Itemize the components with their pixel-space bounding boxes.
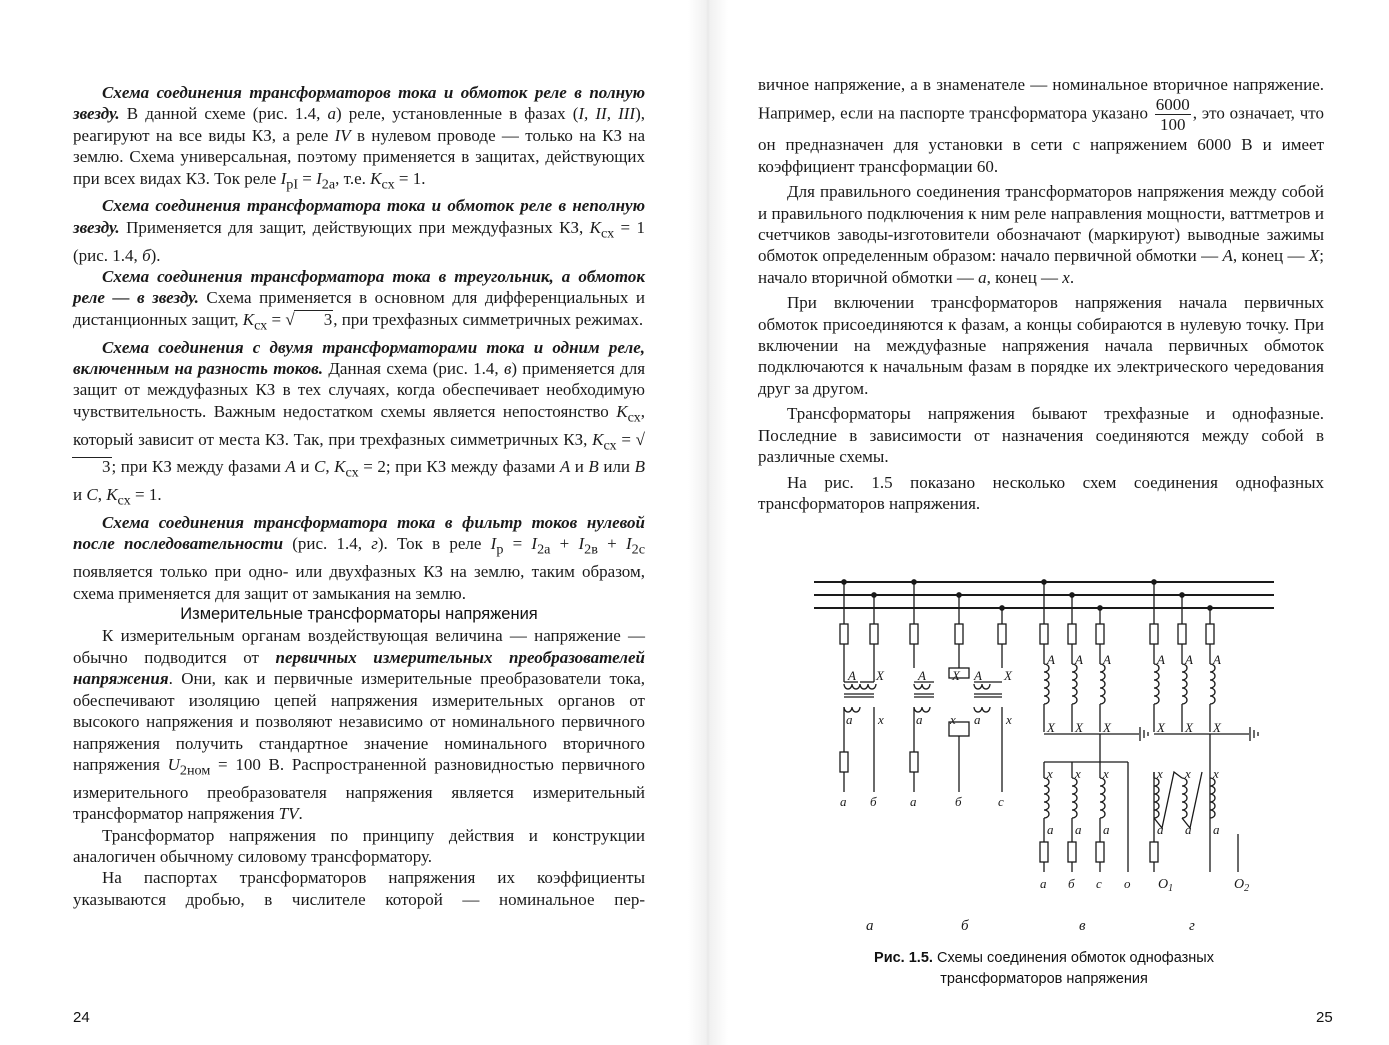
label-x: х [878,712,884,727]
output-b: б [870,794,877,809]
label-a: а [1103,822,1110,837]
panel-label-b: б [961,918,969,934]
section-heading: Измерительные трансформаторы напряжения [180,605,538,624]
primary-winding [1182,664,1187,704]
label-a: а [1213,822,1220,837]
subscript: 1 [1168,883,1174,894]
label-x: х [1103,766,1109,781]
label-x: х [1213,766,1219,781]
panel-label-a: а [866,918,874,934]
panel-label-d: г [1189,918,1195,934]
label-X: Х [952,668,960,683]
label-X: Х [1213,720,1221,735]
primary-fuse [1096,624,1104,644]
label-a: а [916,712,923,727]
primary-fuse [840,624,848,644]
output-terminal-o1: $O_1$ [1158,877,1174,894]
junction-dot [1070,593,1074,597]
paragraph-two-transformers: Схема соединения с двумя трансформаторами тока и одним реле, включенным на разность токов. Данная схема (рис. 1.4, в) применяется для защит от междуфазных КЗ в тех случаях, когда обеспечивает необходимую чувствительность. Важным недостатком схемы является непостоянство $K_{сх}$, который зависит от места КЗ. Так, при трехфазных симметричных КЗ, $K_{сх} = √3$; при КЗ между фазами А и С, $K_{сх} = 2$; при КЗ между фазами А и В или В и С, $K_{сх} = 1$. [73,337,646,509]
label-X: Х [1075,720,1083,735]
paragraph-marking: Для правильного соединения трансформаторов напряжения между собой и правильного подключения к ним реле направления мощности, ваттметров и счетчиков заводы-изготовители обозначают (маркируют) выводные зажимы обмоток определенным образом: начало первичной обмотки — А, конец — Х; начало вторичной обмотки — а, конец — х. [758,182,1324,287]
primary-winding [1100,664,1105,704]
paragraph-figure-ref: На рис. 1.5 показано несколько схем соединения однофазных трансформаторов напряжения. [758,472,1324,513]
page-number-left: 24 [73,1009,90,1026]
primary-fuse [998,624,1006,644]
output-terminal-o2: $O_2$ [1234,877,1250,894]
label-a: а [1185,822,1192,837]
label-x: х [1047,766,1053,781]
secondary-winding [1100,778,1105,818]
output-a: а [910,794,917,809]
primary-winding [1154,664,1159,704]
label-X: Х [1185,720,1193,735]
secondary-fuse [840,752,848,772]
secondary-fuse [1068,842,1076,862]
paragraph-passport: На паспортах трансформаторов напряжения их коэффициенты указываются дробью, в числителе которой — номинальное пер- [73,868,645,909]
label-a: а [1075,822,1082,837]
primary-fuse [910,624,918,644]
label-A: А [1047,652,1055,667]
primary-winding [860,684,876,689]
secondary-winding [1210,778,1215,818]
junction-dot [872,593,876,597]
junction-dot [1208,606,1212,610]
paragraph-delta: Схема соединения трансформатора тока в треугольник, а обмоток реле — в звезду. Схема применяется в основном для дифференциальных и дистанционных защит, $K_{сх}$ = √ 3, при трехфазных симметричных режимах. [73,267,646,334]
paragraph-partial-star: Схема соединения трансформатора тока и обмоток реле в неполную звезду. Применяется для защит, действующих при междуфазных КЗ, $K_{сх} = 1$ (рис. 1.4, б). [73,196,645,265]
left-page [0,0,694,1045]
secondary-fuse [1096,842,1104,862]
label-x: х [1157,766,1163,781]
primary-fuse [1150,624,1158,644]
primary-fuse [1068,624,1076,644]
output-b: б [955,794,962,809]
junction-dot [1180,593,1184,597]
secondary-winding [1072,778,1077,818]
label-a: а [1047,822,1054,837]
label-A: А [918,668,926,683]
primary-winding [974,684,990,689]
output-c: с [998,794,1004,809]
label-A: А [1075,652,1083,667]
paragraph-full-star: Схема соединения трансформаторов тока и обмоток реле в полную звезду. В данной схеме (рис. 1.4, а) реле, установленные в фазах (I, II, III), реагируют на все виды КЗ, а реле IV в нулевом проводе — только на КЗ на землю. Схема универсальная, поэтому применяется в защитах, действующих при всех видах КЗ. Ток реле $I_{рI} = I_{2а}$, т.е. $K_{сх} = 1$. [73,83,645,193]
junction-dot [957,593,961,597]
junction-dot [1098,606,1102,610]
output-terminal: а [1040,876,1047,891]
label-A: А [1213,652,1221,667]
left-text-column [73,82,645,910]
secondary-winding [1182,778,1187,818]
label-a: а [1157,822,1164,837]
paragraph-voltage-intro: К измерительным органам воздействующая величина — напряжение — обычно подводится от первичных измерительных преобразователей напряжения. Они, как и первичные измерительные преобразователи тока, обеспечивают изоляцию цепей напряжения измерительных органов от высокого напряжения и позволяют независимо от номинального первичного напряжения получить стандартное значение номинального вторичного напряжения $U_{2ном} = 100$ В. Распространенной разновидностью первичного измерительного преобразователя напряжения является измерительный трансформатор напряжения TV. [73,626,645,824]
junction-dot [912,580,916,584]
junction-dot [1152,580,1156,584]
paragraph-continuation: вичное напряжение, а в знаменателе — номинальное вторичное напряжение. Например, если на паспорте трансформатора указано $\frac{6000}{100}$ , это означает, что он предназначен для установки в сети с напряжением 6000 В и имеет коэффициент трансформации 60. [758,75,1324,176]
label-A: А [1185,652,1193,667]
junction-dot [1042,580,1046,584]
right-page [694,0,1389,1045]
label-x: х [1185,766,1191,781]
primary-fuse [1178,624,1186,644]
paragraph-types: Трансформаторы напряжения бывают трехфазные и однофазные. Последние в зависимости от назначения соединяются между собой в различные схемы. [758,404,1324,467]
primary-winding [1072,664,1077,704]
paragraph-connection: При включении трансформаторов напряжения начала первичных обмоток присоединяются к фазам, а концы собираются в нулевую точку. При включении на междуфазные напряжения начала первичных обмоток подключаются к начальным фазам в порядке их электрического чередования друг за другом. [758,293,1324,398]
primary-fuse [955,624,963,644]
right-text-column [758,74,1324,514]
label-x: х [1006,712,1012,727]
label-X: Х [1157,720,1165,735]
output-terminal: б [1068,876,1075,891]
label-X: Х [876,668,884,683]
junction-dot [842,580,846,584]
label-A: А [974,668,982,683]
secondary-fuse [1040,842,1048,862]
label-x: х [950,712,956,727]
output-a: а [840,794,847,809]
secondary-fuse [910,752,918,772]
fraction: $\frac{6000}{100}$ [1155,95,1190,135]
label-x: х [1075,766,1081,781]
primary-winding [1044,664,1049,704]
label-A: А [1103,652,1111,667]
primary-fuse [1206,624,1214,644]
label-a: а [846,712,853,727]
primary-winding [844,684,860,689]
secondary-winding [1154,778,1159,818]
figure-1-5-schematic [814,572,1274,942]
label-X: Х [1047,720,1055,735]
primary-fuse [870,624,878,644]
paragraph-principle: Трансформатор напряжения по принципу действия и конструкции аналогичен обычному силовому трансформатору. [73,825,645,866]
output-terminal: с [1096,876,1102,891]
paragraph-zero-sequence: Схема соединения трансформатора тока в фильтр токов нулевой после последовательности (рис. 1.4, г). Ток в реле $I_р = I_{2а} + I_{2в} + I_{2с}$ появляется только при одно- или двухфазных КЗ на землю, таким образом, схема применяется для защит от замыкания на землю. [73,513,646,603]
label-X: Х [1103,720,1111,735]
primary-winding [1210,664,1215,704]
primary-winding [914,684,930,689]
page-number-right: 25 [1316,1009,1333,1026]
secondary-fuse [1150,842,1158,862]
output-terminal: о [1124,876,1131,891]
label-a: а [974,712,981,727]
label-A: А [1157,652,1165,667]
label-A: А [848,668,856,683]
secondary-winding [1044,778,1049,818]
primary-fuse [1040,624,1048,644]
junction-dot [1000,606,1004,610]
subscript: 2 [1244,883,1250,894]
label-X: Х [1004,668,1012,683]
panel-label-c: в [1079,918,1086,934]
figure-caption: Рис. 1.5. Схемы соединения обмоток однофазных трансформаторов напряжения [874,950,1214,987]
